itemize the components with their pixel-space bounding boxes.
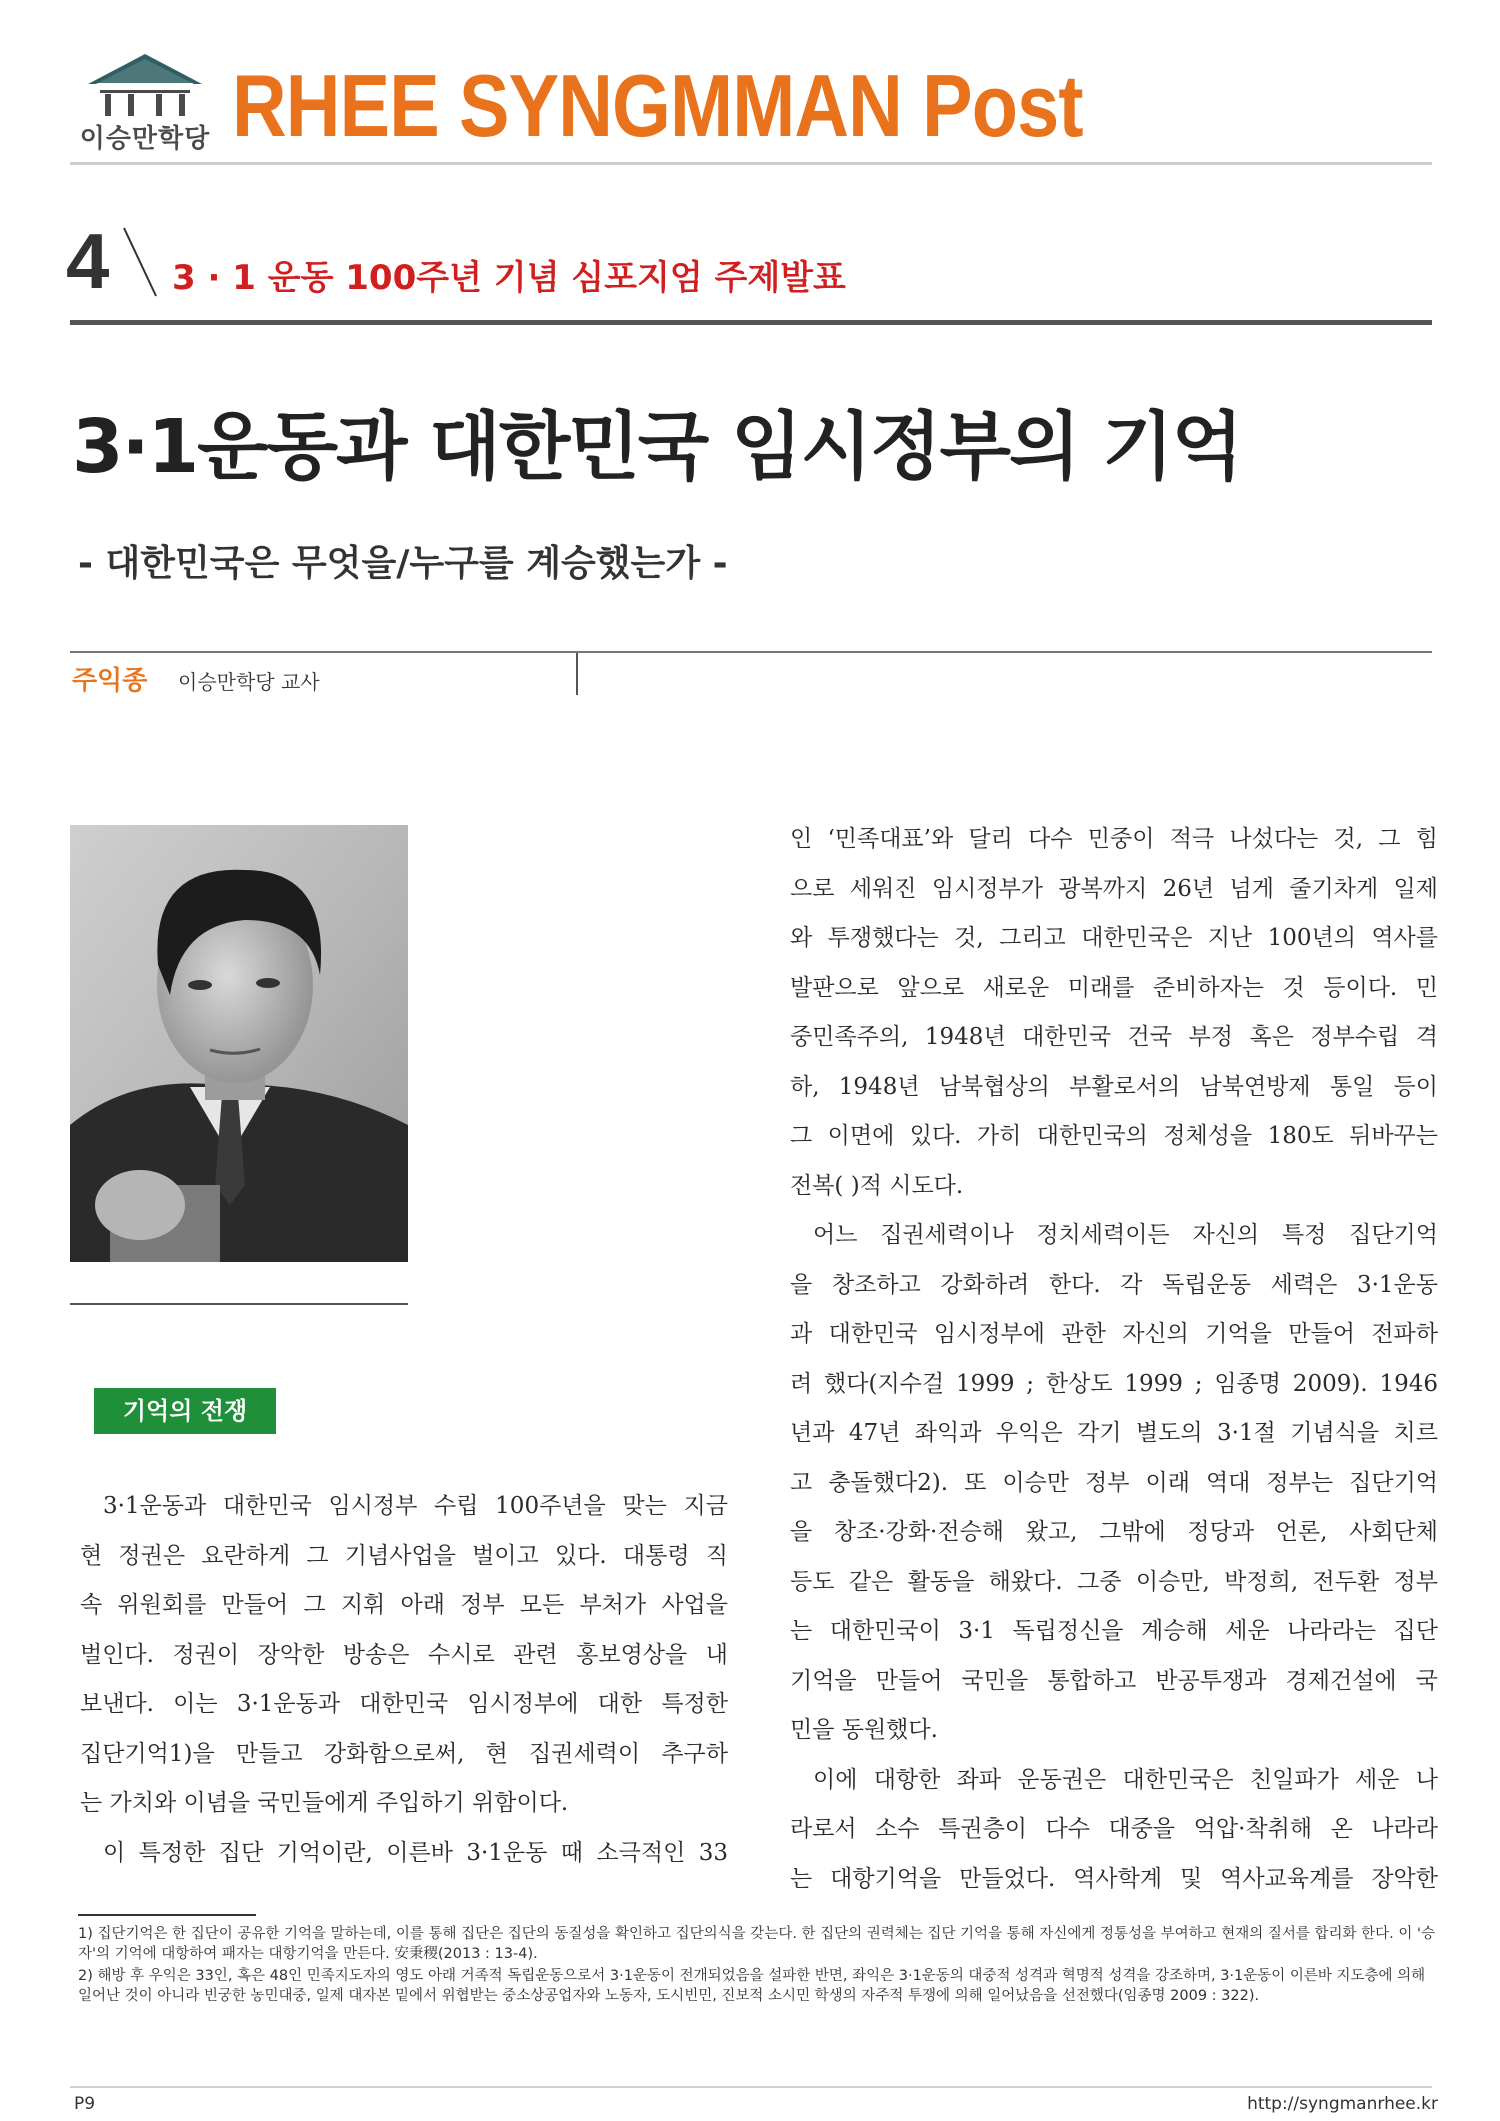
- author-divider: [70, 651, 1432, 653]
- body-line: 3·1운동과 대한민국 임시정부 수립 100주년을 맞는 지금: [103, 1493, 728, 1519]
- section-heading: 기억의 전쟁: [94, 1388, 276, 1434]
- article-title: 3·1운동과 대한민국 임시정부의 기억: [72, 404, 1242, 490]
- body-line: 등도 같은 활동을 해왔다. 그중 이승만, 박정희, 전두환 정부: [790, 1568, 1438, 1595]
- footnote-divider: [78, 1914, 256, 1916]
- body-line: 라로서 소수 특권층이 다수 대중을 억압·착취해 온 나라라: [790, 1816, 1438, 1842]
- body-line: 는 가치와 이념을 국민들에게 주입하기 위함이다.: [80, 1790, 569, 1816]
- slash-divider: [120, 226, 160, 300]
- body-line: 기억을 만들어 국민을 통합하고 반공투쟁과 경제건설에 국: [790, 1667, 1438, 1694]
- body-line: 는 대한민국이 3·1 독립정신을 계승해 세운 나라라는 집단: [790, 1618, 1438, 1644]
- body-line: 전복( )적 시도다.: [790, 1172, 964, 1199]
- logo-text: 이승만학당: [79, 124, 211, 154]
- body-line: 현 정권은 요란하게 그 기념사업을 벌이고 있다. 대통령 직: [80, 1542, 728, 1569]
- body-line: 고 충돌했다2). 또 이승만 정부 이래 역대 정부는 집단기억: [790, 1469, 1438, 1496]
- site-url-link[interactable]: http://syngmanrhee.kr: [1247, 2094, 1438, 2114]
- body-line: 그 이면에 있다. 가히 대한민국의 정체성을 180도 뒤바꾸는: [790, 1123, 1438, 1149]
- author-separator: [576, 653, 578, 695]
- body-line: 으로 세워진 임시정부가 광복까지 26년 넘게 줄기차게 일제: [790, 875, 1438, 902]
- body-column-right: [790, 815, 1438, 1904]
- body-line: 발판으로 앞으로 새로운 미래를 준비하자는 것 등이다. 민: [790, 974, 1438, 1001]
- body-line: 려 했다(지수걸 1999 ; 한상도 1999 ; 임종명 2009). 1946: [790, 1370, 1438, 1397]
- page-number: P9: [74, 2094, 96, 2114]
- body-line: 인 ‘민족대표’와 달리 다수 민중이 적극 나섰다는 것, 그 힘: [790, 826, 1438, 852]
- author-photo: [70, 825, 408, 1262]
- section-title: 3 · 1 운동 100주년 기념 심포지엄 주제발표: [172, 258, 846, 298]
- top-divider: [70, 162, 1432, 165]
- body-line: 집단기억1)을 만들고 강화함으로써, 현 집권세력이 추구하: [80, 1740, 728, 1767]
- body-line: 하, 1948년 남북협상의 부활로서의 남북연방제 통일 등이: [790, 1073, 1438, 1100]
- body-line: 이 특정한 집단 기억이란, 이른바 3·1운동 때 소극적인 33: [103, 1839, 728, 1866]
- photo-divider: [70, 1303, 408, 1305]
- body-line: 이에 대항한 좌파 운동권은 대한민국은 친일파가 세운 나: [813, 1766, 1438, 1793]
- body-line: 어느 집권세력이나 정치세력이든 자신의 특정 집단기억: [813, 1222, 1438, 1248]
- section-number: 4: [66, 217, 110, 305]
- footnote-1: 1) 집단기억은 한 집단이 공유한 기억을 말하는데, 이를 통해 집단은 집단의 동질성을 확인하고 집단의식을 갖는다. 한 집단의 권력체는 집단 기억을 통해 자신에게 정통성을 부여하고 현재의 질서를 합리화 한다. 이 '승자'의 기억에 대항하여 패자는 대항기억을 만든다. 安秉稷(2013 : 13-4).: [78, 1926, 1435, 1962]
- author-role: 이승만학당 교사: [178, 670, 320, 694]
- body-line: 속 위원회를 만들어 그 지휘 아래 정부 모든 부처가 사업을: [80, 1592, 728, 1618]
- section-divider: [70, 320, 1432, 325]
- body-line: 중민족주의, 1948년 대한민국 건국 부정 혹은 정부수립 격: [790, 1024, 1438, 1050]
- footnote-2: 2) 해방 후 우익은 33인, 혹은 48인 민족지도자의 영도 아래 거족적 독립운동으로서 3·1운동이 전개되었음을 설파한 반면, 좌익은 3·1운동의 대중적 성격과 혁명적 성격을 강조하며, 3·1운동이 이른바 지도층에 의해 일어난 것이 아니라 빈궁한 농민대중, 일제 대자본 밑에서 위협받는 중소상공업자와 노동자, 도시빈민, 진보적 소시민 학생의 자주적 투쟁에 의해 일어났음을 선전했다(임종명 2009 : 322).: [78, 1968, 1426, 2004]
- author-name: 주익종: [72, 666, 148, 696]
- brand-title: RHEE SYNGMMAN Post: [232, 56, 1083, 155]
- body-line: 을 창조·강화·전승해 왔고, 그밖에 정당과 언론, 사회단체: [790, 1519, 1438, 1545]
- body-line: 벌인다. 정권이 장악한 방송은 수시로 관련 홍보영상을 내: [80, 1641, 728, 1668]
- body-line: 는 대항기억을 만들었다. 역사학계 및 역사교육계를 장악한: [790, 1865, 1438, 1892]
- article-subtitle: - 대한민국은 무엇을/누구를 계승했는가 -: [78, 543, 728, 584]
- body-line: 보낸다. 이는 3·1운동과 대한민국 임시정부에 대한 특정한: [80, 1691, 728, 1717]
- body-line: 년과 47년 좌익과 우익은 각기 별도의 3·1절 기념식을 치르: [790, 1420, 1438, 1446]
- body-line: 과 대한민국 임시정부에 관한 자신의 기억을 만들어 전파하: [790, 1321, 1438, 1347]
- footer-divider: [70, 2086, 1432, 2088]
- body-column-left: [80, 1482, 728, 1878]
- body-line: 을 창조하고 강화하려 한다. 각 독립운동 세력은 3·1운동: [790, 1271, 1438, 1298]
- body-line: 민을 동원했다.: [790, 1717, 938, 1743]
- body-line: 와 투쟁했다는 것, 그리고 대한민국은 지난 100년의 역사를: [790, 925, 1438, 951]
